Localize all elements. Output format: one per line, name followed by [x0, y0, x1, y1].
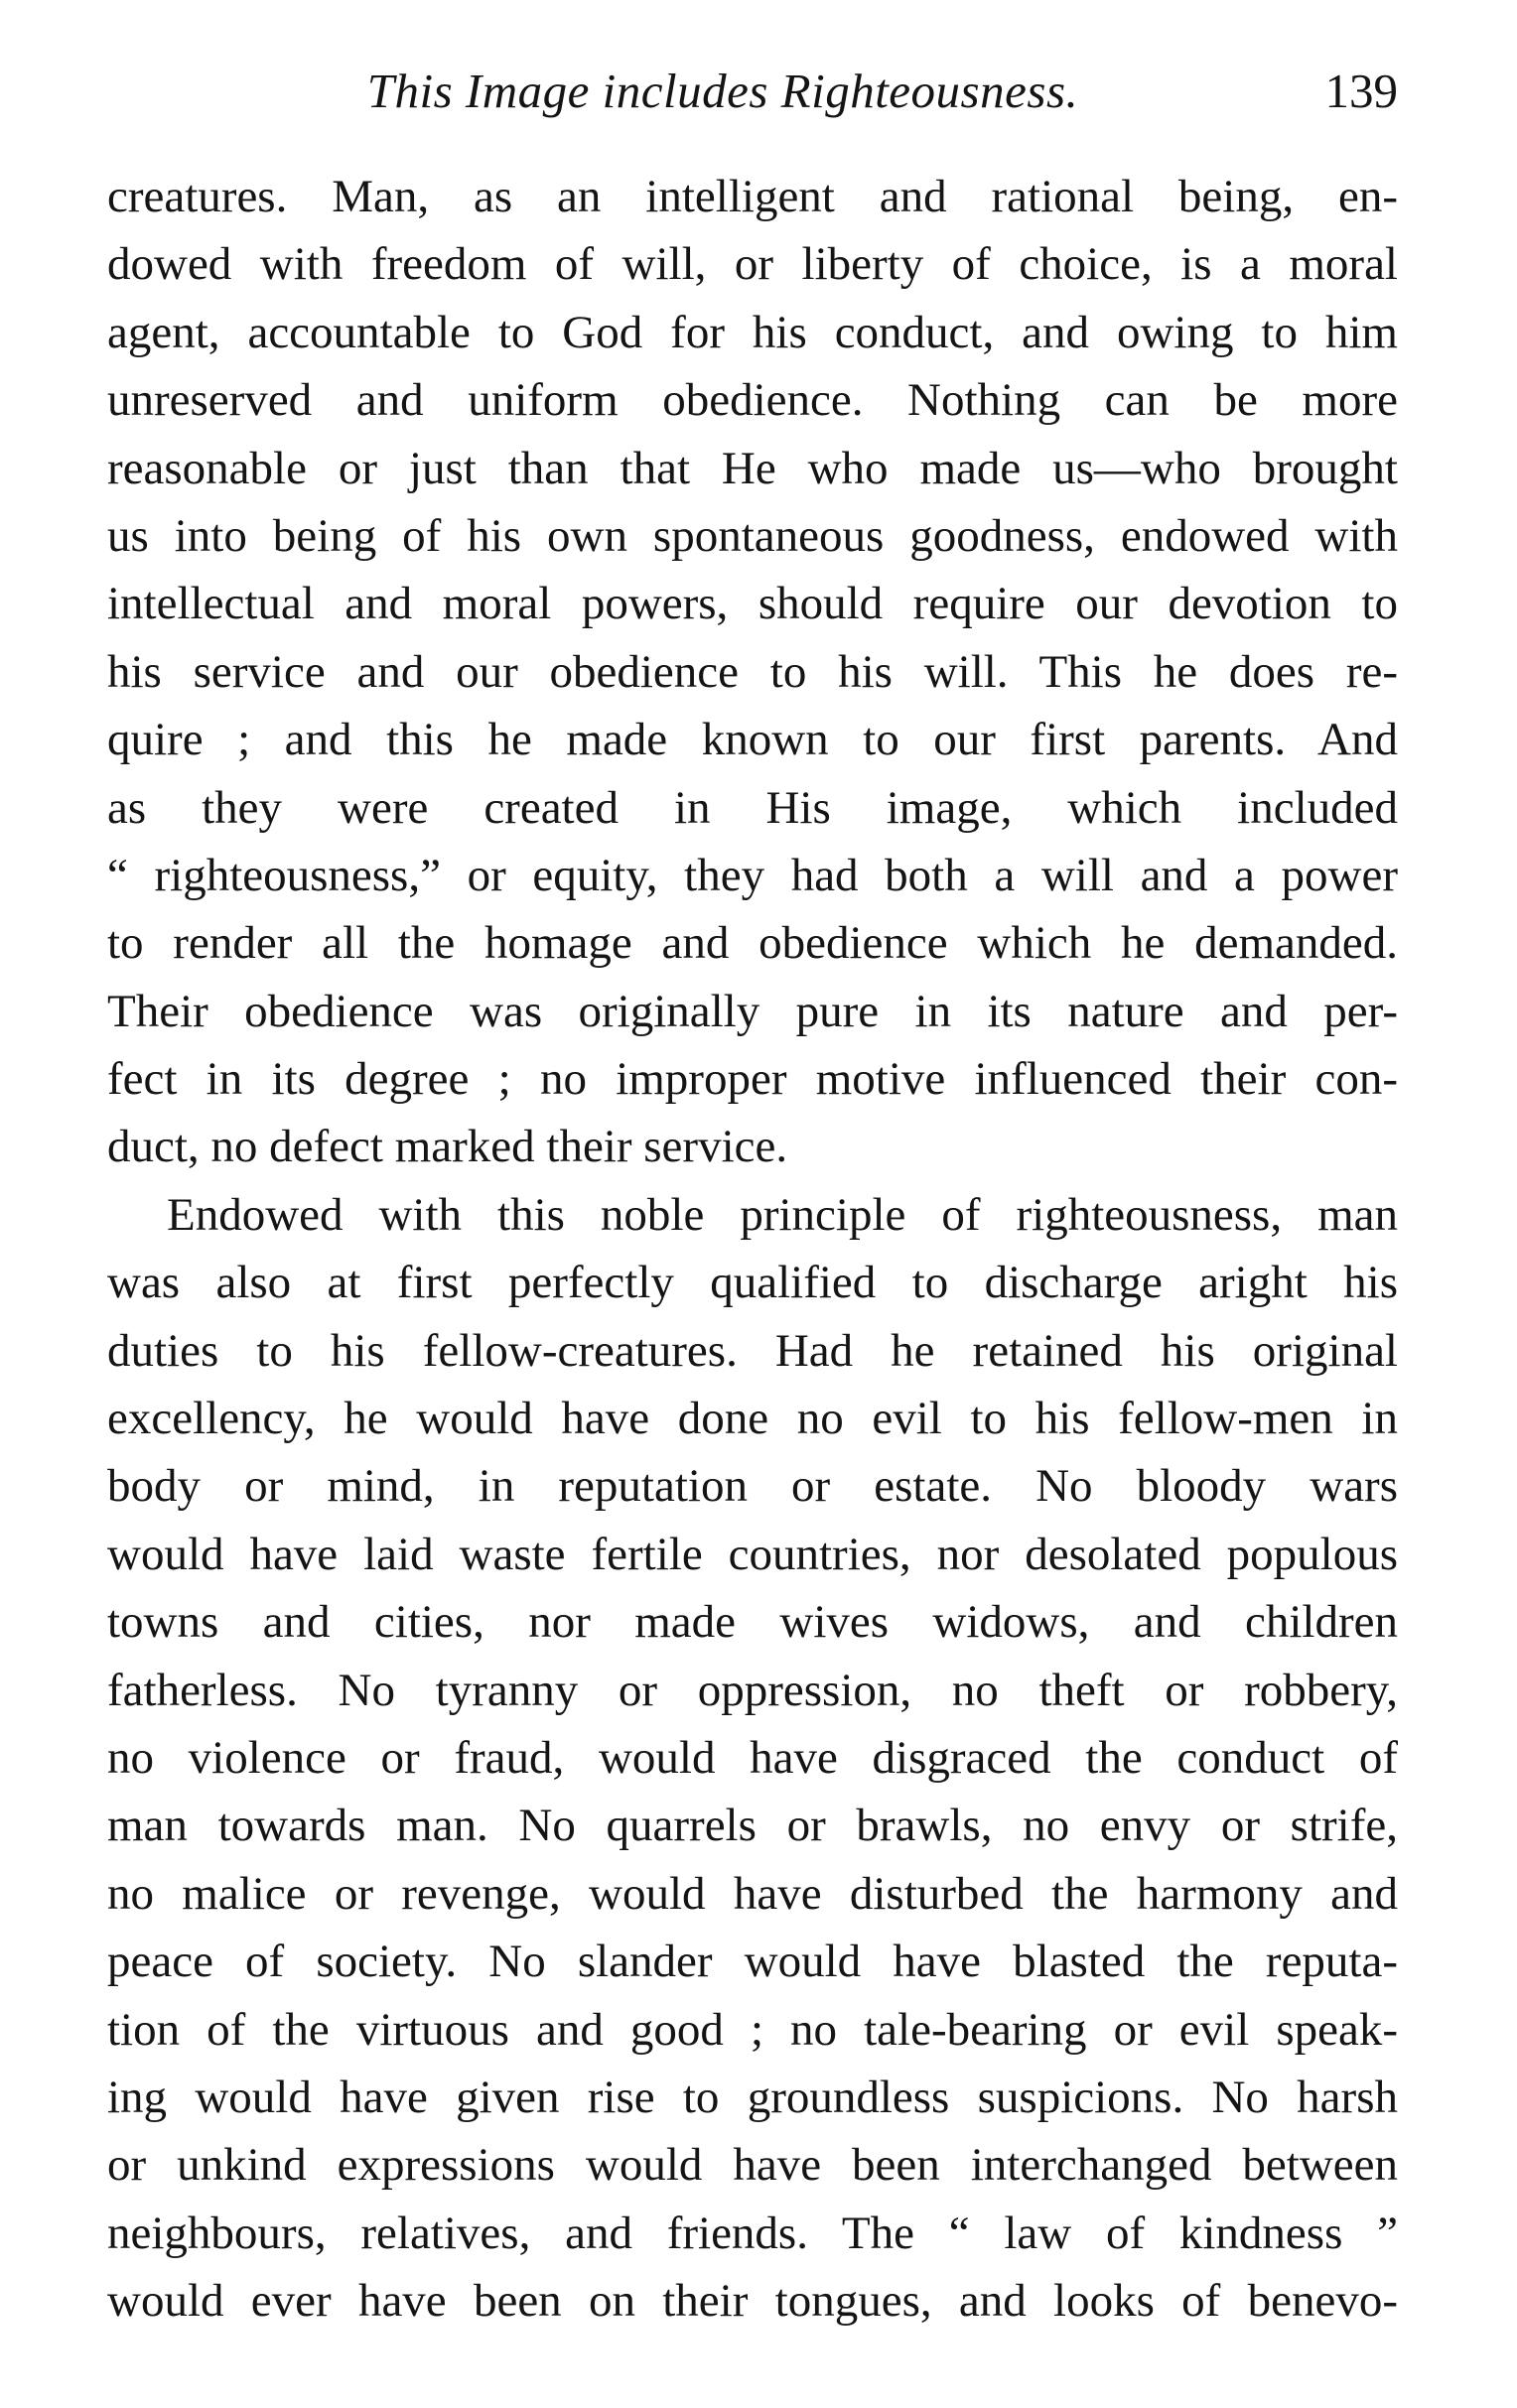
- paragraph-1: [107, 163, 1398, 1181]
- text-line: Their obedience was originally pure in its nature and per-: [107, 985, 1398, 1037]
- text-line: tion of the virtuous and good ; no tale-bearing or evil speak-: [107, 2003, 1398, 2056]
- text-line: duct, no defect marked their service.: [107, 1121, 788, 1173]
- text-line: or unkind expressions would have been interchanged between: [107, 2139, 1398, 2192]
- text-line: Endowed with this noble principle of righteousness, man: [167, 1188, 1398, 1241]
- text-line: fatherless. No tyranny or oppression, no theft or robbery,: [107, 1664, 1398, 1716]
- text-line: man towards man. No quarrels or brawls, no envy or strife,: [107, 1800, 1398, 1852]
- text-line: as they were created in His image, which included: [107, 781, 1398, 834]
- text-line: us into being of his own spontaneous goodness, endowed with: [107, 509, 1398, 562]
- text-line: no malice or revenge, would have disturbed the harmony and: [107, 1867, 1398, 1920]
- text-line: fect in its degree ; no improper motive influenced their con-: [107, 1053, 1398, 1106]
- text-line: dowed with freedom of will, or liberty of choice, is a moral: [107, 238, 1398, 291]
- text-line: unreserved and uniform obedience. Nothing can be more: [107, 374, 1398, 427]
- text-line: no violence or fraud, would have disgraced the conduct of: [107, 1731, 1398, 1784]
- text-line: was also at first perfectly qualified to discharge aright his: [107, 1257, 1398, 1309]
- text-line: ing would have given rise to groundless suspicions. No harsh: [107, 2071, 1398, 2123]
- text-line: towns and cities, nor made wives widows, and children: [107, 1596, 1398, 1649]
- text-line: neighbours, relatives, and friends. The “ law of kindness ”: [107, 2207, 1398, 2259]
- body-text: [107, 163, 1398, 2336]
- paragraph-2: [107, 1181, 1398, 2336]
- text-line: duties to his fellow-creatures. Had he retained his original: [107, 1324, 1398, 1377]
- text-line: would have laid waste fertile countries, nor desolated populous: [107, 1528, 1398, 1580]
- text-line: agent, accountable to God for his conduct, and owing to him: [107, 306, 1398, 358]
- text-line: would ever have been on their tongues, and looks of benevo-: [107, 2275, 1398, 2328]
- text-line: peace of society. No slander would have blasted the reputa-: [107, 1936, 1398, 1988]
- text-line: quire ; and this he made known to our first parents. And: [107, 714, 1398, 766]
- text-line: reasonable or just than that He who made us—who brought: [107, 442, 1398, 494]
- text-line: body or mind, in reputation or estate. No bloody wars: [107, 1460, 1398, 1513]
- running-head: [107, 52, 1398, 131]
- text-line: intellectual and moral powers, should require our devotion to: [107, 578, 1398, 630]
- text-line: his service and our obedience to his will. This he does re-: [107, 645, 1398, 698]
- text-line: creatures. Man, as an intelligent and rational being, en-: [107, 171, 1398, 222]
- running-title: This Image includes Righteousness.: [366, 64, 1079, 118]
- text-line: excellency, he would have done no evil to his fellow-men in: [107, 1393, 1398, 1445]
- page-number: 139: [1324, 64, 1398, 118]
- text-line: to render all the homage and obedience which he demanded.: [107, 917, 1398, 970]
- text-line: “ righteousness,” or equity, they had both a will and a power: [107, 849, 1398, 901]
